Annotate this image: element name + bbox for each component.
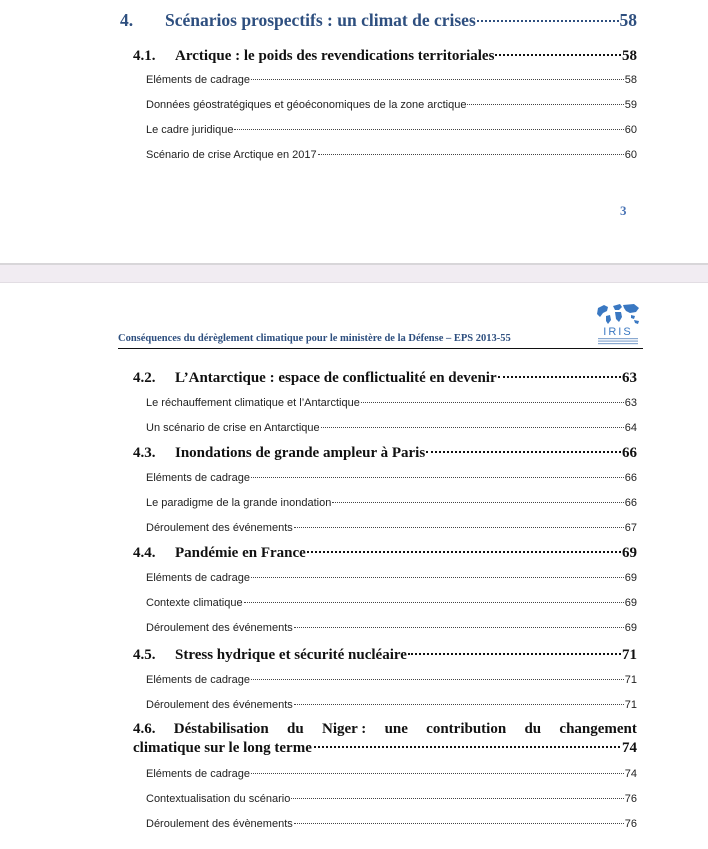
toc-entry-number: 4.3. (133, 445, 156, 461)
toc-entry-label (133, 370, 497, 387)
dot-leader (495, 54, 621, 56)
toc-entry-title: Déroulement des évènements (146, 818, 293, 830)
toc-entry-page: 76 (624, 793, 637, 805)
toc-entry-subsection[interactable] (146, 622, 637, 634)
toc-entry-subsection[interactable] (146, 74, 637, 86)
dot-leader (294, 627, 624, 628)
toc-entry-title-line2 (133, 740, 637, 757)
toc-entry-number: 4.4. (133, 545, 156, 561)
title-word: Déstabilisation (173, 721, 269, 737)
dot-leader (294, 527, 624, 528)
running-header-title: Conséquences du dérèglement climatique pour le ministère de la Défense – EPS 2013-55 (118, 333, 511, 344)
toc-entry-page: 69 (624, 597, 637, 609)
dot-leader (321, 427, 624, 428)
toc-entry-page: 76 (624, 818, 637, 830)
dot-leader (332, 502, 623, 503)
dot-leader (361, 402, 624, 403)
toc-entry-page: 71 (624, 699, 637, 711)
toc-entry-title-line1 (133, 721, 637, 738)
title-word: du (287, 721, 304, 737)
title-word: Niger : (322, 721, 367, 737)
dot-leader (251, 679, 624, 680)
toc-entry-title: Le réchauffement climatique et l’Antarctique (146, 397, 360, 409)
page-number: 3 (620, 203, 627, 218)
toc-entry-title: Le paradigme de la grande inondation (146, 497, 332, 509)
toc-entry-title: Pandémie en France (175, 545, 306, 561)
toc-entry-title: Déroulement des événements (146, 522, 293, 534)
document-page-top (0, 0, 708, 263)
dot-leader (307, 551, 621, 553)
page-separator (0, 263, 708, 283)
toc-entry-title: Données géostratégiques et géoéconomiques de la zone arctique (146, 99, 467, 111)
toc-entry-title: Eléments de cadrage (146, 572, 250, 584)
iris-logo-text: IRIS (603, 326, 633, 338)
dot-leader (467, 104, 623, 105)
toc-entry-section-4-1[interactable] (133, 48, 637, 65)
dot-leader (251, 577, 624, 578)
title-word: du (524, 721, 542, 737)
toc-entry-page: 60 (624, 149, 637, 161)
toc-entry-page: 74 (624, 768, 637, 780)
header-rule (118, 348, 643, 349)
toc-entry-label (133, 48, 494, 65)
toc-entry-page: 66 (624, 472, 637, 484)
toc-entry-title: Eléments de cadrage (146, 674, 250, 686)
toc-entry-page: 71 (622, 647, 637, 663)
toc-entry-number: 4.5. (133, 647, 156, 663)
toc-entry-section-4-6[interactable] (133, 721, 637, 757)
toc-entry-section-4-2[interactable] (133, 370, 637, 387)
toc-entry-page: 69 (624, 622, 637, 634)
toc-entry-page: 64 (624, 422, 637, 434)
toc-entry-subsection[interactable] (146, 422, 637, 434)
dot-leader (314, 746, 620, 748)
toc-entry-title: Arctique : le poids des revendications territoriales (175, 48, 495, 64)
title-word: une (384, 721, 408, 737)
toc-entry-section-4-5[interactable] (133, 647, 637, 664)
title-word: changement (559, 721, 637, 737)
dot-leader (291, 798, 623, 799)
dot-leader (498, 376, 621, 378)
toc-entry-subsection[interactable] (146, 472, 637, 484)
toc-entry-section-4-3[interactable] (133, 445, 637, 462)
toc-entry-subsection[interactable] (146, 674, 637, 686)
dot-leader (234, 129, 623, 130)
document-page-bottom (0, 283, 708, 849)
dot-leader (294, 704, 624, 705)
toc-entry-subsection[interactable] (146, 597, 637, 609)
toc-entry-subsection[interactable] (146, 497, 637, 509)
toc-entry-section-4-4[interactable] (133, 545, 637, 562)
toc-entry-title: Contexte climatique (146, 597, 243, 609)
toc-entry-title: Déroulement des événements (146, 699, 293, 711)
toc-entry-page: 66 (622, 445, 637, 461)
toc-entry-subsection[interactable] (146, 699, 637, 711)
toc-entry-page: 69 (622, 545, 637, 561)
toc-entry-title: Contextualisation du scénario (146, 793, 291, 805)
toc-entry-page: 59 (624, 99, 637, 111)
toc-entry-title: Scénarios prospectifs : un climat de crises (165, 10, 476, 30)
title-word: contribution (426, 721, 507, 737)
toc-entry-page: 58 (619, 10, 637, 30)
toc-entry-title: Scénario de crise Arctique en 2017 (146, 149, 317, 161)
dot-leader (477, 20, 619, 22)
toc-entry-title: Stress hydrique et sécurité nucléaire (175, 647, 407, 663)
toc-entry-subsection[interactable] (146, 149, 637, 161)
toc-entry-label (133, 545, 306, 562)
toc-entry-title: Eléments de cadrage (146, 472, 250, 484)
toc-entry-subsection[interactable] (146, 522, 637, 534)
toc-entry-number: 4.6. (133, 721, 156, 737)
toc-entry-chapter-4[interactable] (120, 10, 637, 31)
dot-leader (408, 653, 621, 655)
toc-entry-label (133, 445, 425, 462)
toc-entry-title: L’Antarctique : espace de conflictualité en devenir (175, 370, 497, 386)
toc-entry-title: Le cadre juridique (146, 124, 234, 136)
toc-entry-subsection[interactable] (146, 572, 637, 584)
toc-entry-title: Inondations de grande ampleur à Paris (175, 445, 426, 461)
toc-entry-page: 63 (622, 370, 637, 386)
dot-leader (426, 451, 621, 453)
toc-entry-page: 74 (622, 740, 637, 756)
toc-entry-page: 67 (624, 522, 637, 534)
dot-leader (294, 823, 624, 824)
toc-entry-subsection[interactable] (146, 397, 637, 409)
toc-entry-page: 58 (624, 74, 637, 86)
toc-entry-page: 63 (624, 397, 637, 409)
toc-entry-label (120, 10, 476, 31)
toc-entry-subsection[interactable] (146, 124, 637, 136)
dot-leader (251, 79, 624, 80)
toc-entry-number: 4. (120, 10, 134, 30)
toc-entry-page: 71 (624, 674, 637, 686)
toc-entry-subsection[interactable] (146, 768, 637, 780)
dot-leader (244, 602, 624, 603)
toc-entry-number: 4.2. (133, 370, 156, 386)
toc-entry-subsection[interactable] (146, 793, 637, 805)
dot-leader (251, 477, 624, 478)
toc-entry-title: climatique sur le long terme (133, 740, 312, 756)
toc-entry-title: Un scénario de crise en Antarctique (146, 422, 320, 434)
toc-entry-page: 60 (624, 124, 637, 136)
toc-entry-number: 4.1. (133, 48, 156, 64)
dot-leader (318, 154, 624, 155)
toc-entry-title: Déroulement des événements (146, 622, 293, 634)
toc-entry-page: 69 (624, 572, 637, 584)
toc-entry-subsection[interactable] (146, 818, 637, 830)
toc-entry-subsection[interactable] (146, 99, 637, 111)
toc-entry-page: 66 (624, 497, 637, 509)
toc-entry-page: 58 (622, 48, 637, 64)
dot-leader (251, 773, 624, 774)
toc-entry-title: Eléments de cadrage (146, 74, 250, 86)
toc-entry-label (133, 647, 407, 664)
toc-entry-title: Eléments de cadrage (146, 768, 250, 780)
